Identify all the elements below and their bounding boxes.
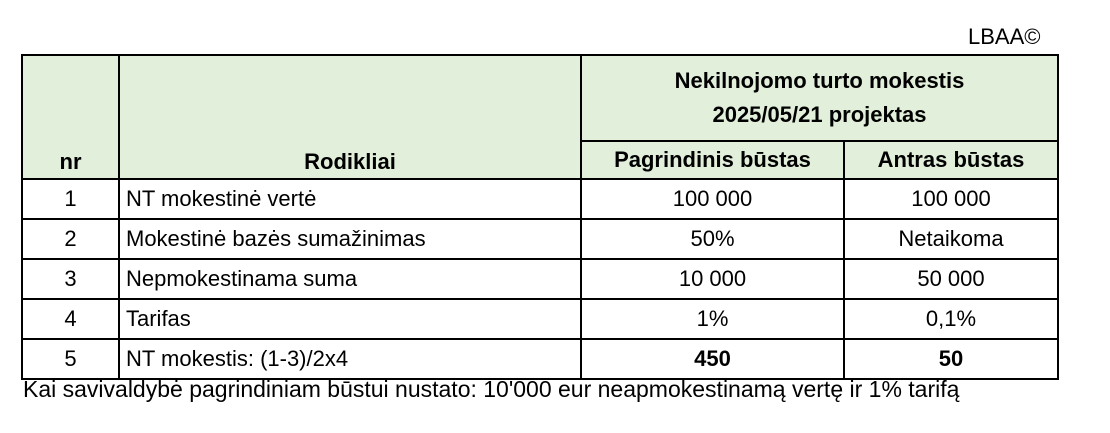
row-label: Tarifas xyxy=(119,299,581,339)
header-rodikliai: Rodikliai xyxy=(119,55,581,179)
header-nr: nr xyxy=(22,55,119,179)
table-row-total xyxy=(22,339,1058,379)
row-label: NT mokestinė vertė xyxy=(119,179,581,219)
row-nr: 3 xyxy=(22,259,119,299)
row-primary-value: 100 000 xyxy=(581,179,844,219)
row-secondary-value: 100 000 xyxy=(844,179,1058,219)
row-primary-value: 1% xyxy=(581,299,844,339)
row-nr: 4 xyxy=(22,299,119,339)
row-secondary-value: 0,1% xyxy=(844,299,1058,339)
row-nr: 5 xyxy=(22,339,119,379)
copyright-label: LBAA© xyxy=(968,24,1041,49)
row-primary-value: 50% xyxy=(581,219,844,259)
table-row xyxy=(22,259,1058,299)
header-second-home: Antras būstas xyxy=(844,141,1058,179)
table-row xyxy=(22,179,1058,219)
tax-comparison-table xyxy=(21,54,1059,380)
row-label: NT mokestis: (1-3)/2x4 xyxy=(119,339,581,379)
row-secondary-value: 50 xyxy=(844,339,1058,379)
header-group-title-line1: Nekilnojomo turto mokestis xyxy=(674,68,965,93)
row-nr: 2 xyxy=(22,219,119,259)
table-row xyxy=(22,219,1058,259)
row-primary-value: 10 000 xyxy=(581,259,844,299)
row-label: Mokestinė bazės sumažinimas xyxy=(119,219,581,259)
row-label: Nepmokestinama suma xyxy=(119,259,581,299)
header-group-title xyxy=(581,55,1058,141)
row-nr: 1 xyxy=(22,179,119,219)
header-group-title-line2: 2025/05/21 projektas xyxy=(712,102,927,127)
row-primary-value: 450 xyxy=(581,339,844,379)
row-secondary-value: 50 000 xyxy=(844,259,1058,299)
row-secondary-value: Netaikoma xyxy=(844,219,1058,259)
footnote: Kai savivaldybė pagrindiniam būstui nustato: 10'000 eur neapmokestinamą vertę ir 1% tarifą xyxy=(23,376,960,402)
table-row xyxy=(22,299,1058,339)
header-primary-home: Pagrindinis būstas xyxy=(581,141,844,179)
